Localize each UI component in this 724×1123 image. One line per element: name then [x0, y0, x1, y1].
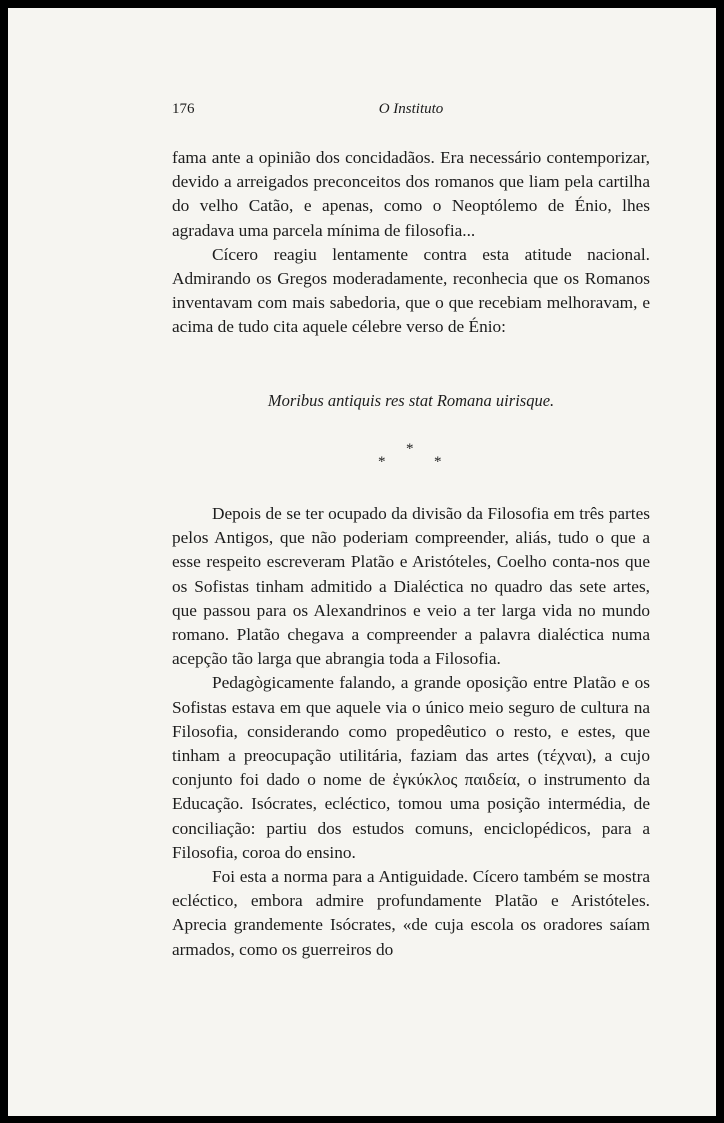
asterisk-icon: *: [434, 454, 442, 470]
page-number: 176: [172, 101, 195, 117]
asterisk-icon: *: [406, 441, 414, 457]
running-title: O Instituto: [378, 101, 444, 117]
page-header: [172, 101, 650, 123]
paragraph: fama ante a opinião dos concidadãos. Era necessário contemporizar, devido a arreigados preconceitos dos romanos que liam pela cartilha do velho Catão, e apenas, como o Neoptólemo de Énio, lhes agradava uma parcela mínima de filosofia...: [172, 148, 650, 240]
text-block-top: [172, 146, 650, 340]
latin-verse-quote: Moribus antiquis res stat Romana uirisque.: [267, 391, 555, 410]
section-separator: [378, 441, 448, 477]
paragraph: Foi esta a norma para a Antiguidade. Cícero também se mostra ecléctico, embora admire profundamente Platão e Aristóteles. Aprecia grandemente Isócrates, «de cuja escola os oradores saíam armados, como os guerreiros do: [172, 867, 650, 959]
paragraph: Cícero reagiu lentamente contra esta atitude nacional. Admirando os Gregos moderadamente, reconhecia que os Romanos inventavam com mais sabedoria, que o que recebiam melhoravam, e acima de tudo cita aquele célebre verso de Énio:: [172, 244, 650, 337]
book-page: [8, 8, 716, 1116]
paragraph: Pedagògicamente falando, a grande oposição entre Platão e os Sofistas estava em que aquele via o único meio seguro de cultura na Filosofia, considerando como propedêutico o resto, e estes, que tinham a preocupação utilitária, faziam das artes (τέχναι), a cujo conjunto foi dado o nome de ἐγκύκλος παιδεία, o instrumento da Educação. Isócrates, ecléctico, tomou uma posição intermédia, de conciliação: partiu dos estudos comuns, enciclopédicos, para a Filosofia, coroa do ensino.: [172, 673, 650, 862]
text-block-bottom: [172, 502, 650, 962]
asterisk-icon: *: [378, 454, 386, 470]
paragraph: Depois de se ter ocupado da divisão da Filosofia em três partes pelos Antigos, que não poderiam compreender, aliás, tudo o que a esse respeito escreveram Platão e Aristóteles, Coelho conta-nos que os Sofistas tinham admitido a Dialéctica no quadro das sete artes, que passou para os Alexandrinos e veio a ter larga vida no mundo romano. Platão chegava a compreender a palavra dialéctica numa acepção tão larga que abrangia toda a Filosofia.: [172, 504, 650, 669]
